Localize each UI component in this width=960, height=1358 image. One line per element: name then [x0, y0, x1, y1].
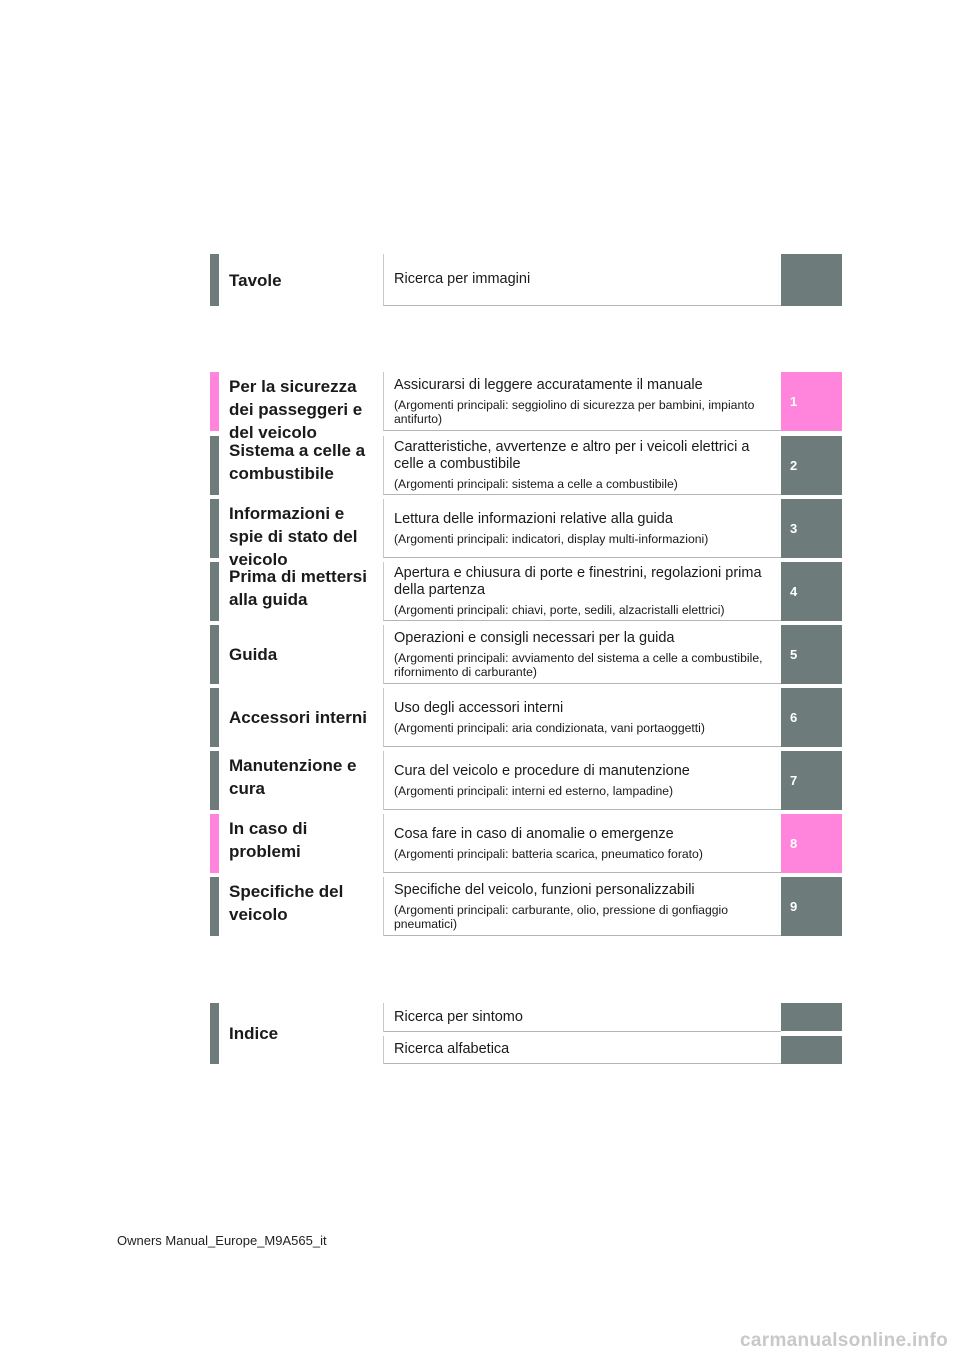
section-desc-main: Operazioni e consigli necessari per la guida [394, 629, 675, 646]
chapter-tab-3[interactable]: 3 [781, 499, 842, 558]
section-desc-sub: (Argomenti principali: chiavi, porte, sedili, alzacristalli elettrici) [394, 603, 725, 617]
section-bar [210, 625, 219, 684]
section-desc-sub: (Argomenti principali: carburante, olio, pressione di gonfiaggio pneumatici) [394, 902, 728, 931]
section-bar [210, 688, 219, 747]
section-desc [383, 814, 781, 873]
chapter-tab-7[interactable]: 7 [781, 751, 842, 810]
toc-row-tavole[interactable] [210, 254, 842, 306]
section-title: Specifiche del veicolo [229, 882, 344, 924]
chapter-tab-8[interactable]: 8 [781, 814, 842, 873]
section-desc-sub: (Argomenti principali: aria condizionata, vani portaoggetti) [394, 720, 705, 735]
section-bar [210, 436, 219, 495]
section-desc [383, 372, 781, 431]
toc-row-indice [210, 1003, 842, 1064]
section-desc-main: Cosa fare in caso di anomalie o emergenze [394, 825, 674, 842]
index-item-alfabetica[interactable] [383, 1036, 781, 1064]
toc-row-chapter-1[interactable] [210, 372, 842, 442]
index-tab-sintomo[interactable] [781, 1003, 842, 1031]
section-desc [383, 562, 781, 621]
toc-row-chapter-7[interactable] [210, 751, 842, 810]
toc-row-chapter-6[interactable] [210, 688, 842, 747]
section-title: Tavole [229, 270, 282, 290]
section-desc [383, 751, 781, 810]
section-title: Sistema a celle a combustibile [229, 441, 366, 483]
section-desc-sub: (Argomenti principali: avviamento del sistema a celle a combustibile, rifornimento di carburante) [394, 650, 763, 679]
section-tab[interactable] [781, 254, 842, 306]
chapter-tab-2[interactable]: 2 [781, 436, 842, 495]
section-desc-main: Specifiche del veicolo, funzioni personalizzabili [394, 881, 695, 898]
watermark: carmanualsonline.info [740, 1330, 948, 1351]
section-desc-sub: (Argomenti principali: sistema a celle a combustibile) [394, 477, 678, 491]
section-title: Accessori interni [229, 708, 367, 727]
index-item-sintomo[interactable] [383, 1003, 781, 1032]
section-desc [383, 436, 781, 495]
section-desc-main: Cura del veicolo e procedure di manutenzione [394, 762, 690, 779]
section-title: Informazioni e spie di stato del veicolo [229, 504, 358, 569]
section-bar [210, 372, 219, 431]
section-title: Guida [229, 645, 278, 664]
section-desc-main: Assicurarsi di leggere accuratamente il manuale [394, 376, 703, 393]
chapter-tab-9[interactable]: 9 [781, 877, 842, 936]
section-bar [210, 814, 219, 873]
section-bar [210, 751, 219, 810]
index-item-label: Ricerca alfabetica [394, 1041, 510, 1057]
footer-doc-id: Owners Manual_Europe_M9A565_it [117, 1233, 327, 1248]
section-bar [210, 499, 219, 558]
section-desc-sub: (Argomenti principali: interni ed esterno, lampadine) [394, 783, 674, 798]
section-bar [210, 562, 219, 621]
section-desc [383, 688, 781, 747]
section-title: Per la sicurezza dei passeggeri e del veicolo [229, 377, 363, 442]
section-desc-sub: (Argomenti principali: indicatori, display multi-informazioni) [394, 531, 709, 546]
section-bar [210, 877, 219, 936]
section-desc [383, 877, 781, 936]
section-bar [210, 254, 219, 306]
index-tab-alfabetica[interactable] [781, 1036, 842, 1064]
section-title: Prima di mettersi alla guida [229, 567, 367, 609]
section-desc [383, 625, 781, 684]
chapter-tab-1[interactable]: 1 [781, 372, 842, 431]
chapter-tab-4[interactable]: 4 [781, 562, 842, 621]
chapter-tab-6[interactable]: 6 [781, 688, 842, 747]
toc-row-chapter-2[interactable] [210, 436, 842, 495]
toc-row-chapter-9[interactable] [210, 877, 842, 936]
section-desc-sub: (Argomenti principali: batteria scarica, pneumatico forato) [394, 846, 703, 861]
section-title: Manutenzione e cura [229, 756, 357, 798]
section-desc-main: Uso degli accessori interni [394, 699, 564, 716]
toc-row-chapter-8[interactable] [210, 814, 842, 873]
section-desc-main: Lettura delle informazioni relative alla guida [394, 510, 673, 527]
section-desc-sub: (Argomenti principali: seggiolino di sicurezza per bambini, impianto antifurto) [394, 397, 755, 426]
section-desc-main: Ricerca per immagini [394, 271, 531, 287]
section-desc [383, 254, 781, 306]
chapter-tab-5[interactable]: 5 [781, 625, 842, 684]
section-desc [383, 499, 781, 558]
section-bar [210, 1003, 219, 1064]
index-item-label: Ricerca per sintomo [394, 1008, 523, 1025]
section-desc-main: Apertura e chiusura di porte e finestrini, regolazioni prima della partenza [394, 565, 762, 598]
section-title: Indice [229, 1024, 279, 1043]
toc-row-chapter-5[interactable] [210, 625, 842, 684]
toc-row-chapter-4[interactable] [210, 562, 842, 621]
section-desc-main: Caratteristiche, avvertenze e altro per i veicoli elettrici a celle a combustibile [394, 439, 750, 472]
section-title: In caso di problemi [229, 819, 308, 861]
toc-row-chapter-3[interactable] [210, 499, 842, 569]
